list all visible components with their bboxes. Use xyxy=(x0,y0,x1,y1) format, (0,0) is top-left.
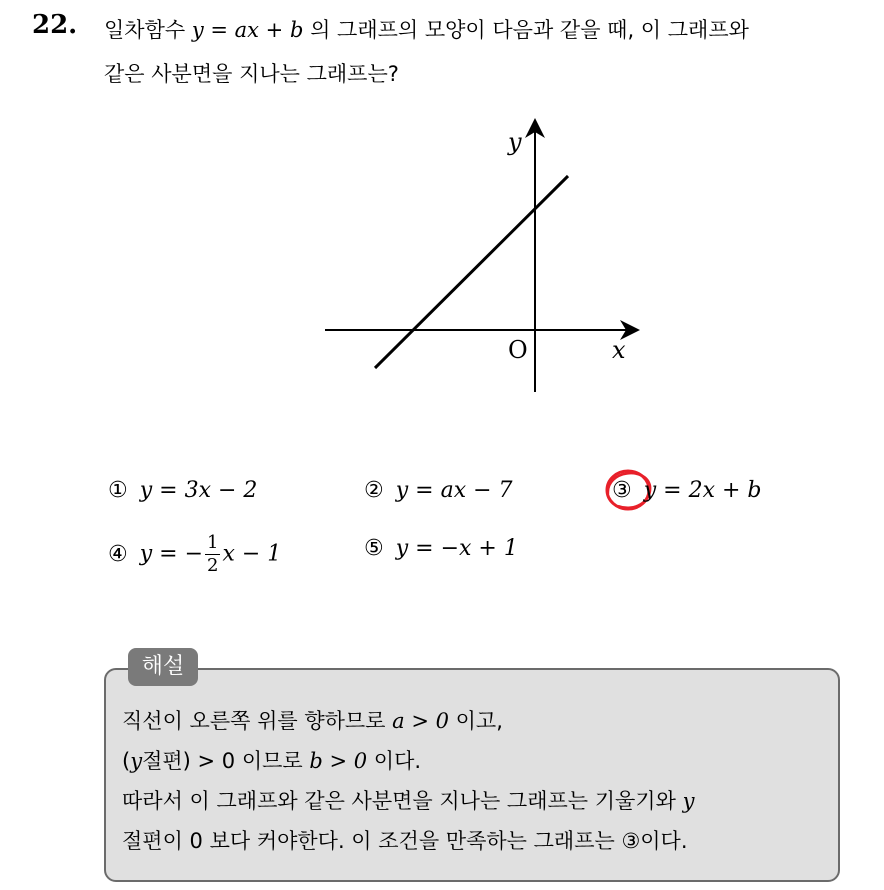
solution-line-2-math: b > 0 xyxy=(309,749,368,773)
choice-5-expr: y = −x + 1 xyxy=(395,536,518,561)
choice-5-mark: ⑤ xyxy=(364,536,384,561)
solution-line-2b: 절편) > 0 이므로 xyxy=(142,749,310,773)
choice-1-mark: ① xyxy=(108,478,128,503)
question-text-line2: 같은 사분면을 지나는 그래프는? xyxy=(104,62,399,86)
y-axis-label: y xyxy=(508,128,522,156)
solution-line-2-var: y xyxy=(130,749,143,773)
choice-4-fraction xyxy=(205,532,220,577)
x-axis-label: x xyxy=(612,336,626,364)
fraction-numerator: 1 xyxy=(207,532,219,553)
fraction-denominator: 2 xyxy=(207,555,219,576)
solution-line-1-math: a > 0 xyxy=(392,709,449,733)
question-prefix: 일차함수 xyxy=(104,18,192,42)
solution-line-2a: ( xyxy=(122,749,131,773)
solution-line-1b: 이고, xyxy=(448,709,503,733)
choice-2-mark: ② xyxy=(364,478,384,503)
function-line xyxy=(375,176,568,368)
solution-line-1a: 직선이 오른쪽 위를 향하므로 xyxy=(122,709,393,733)
choice-4-expr-prefix: y = − xyxy=(139,541,204,567)
choice-1-expr: y = 3x − 2 xyxy=(139,478,258,503)
choice-4-mark: ④ xyxy=(108,541,128,567)
solution-line-2 xyxy=(122,745,421,775)
origin-label: O xyxy=(508,336,528,364)
choice-2-expr: y = ax − 7 xyxy=(395,478,513,503)
choice-1[interactable] xyxy=(108,478,257,503)
choice-3[interactable] xyxy=(612,478,762,503)
question-suffix: 의 그래프의 모양이 다음과 같을 때, 이 그래프와 xyxy=(303,18,749,42)
solution-tag: 해설 xyxy=(128,648,198,686)
solution-line-3-var: y xyxy=(682,789,695,813)
choice-4[interactable] xyxy=(108,532,281,577)
solution-line-4: 절편이 0 보다 커야한다. 이 조건을 만족하는 그래프는 ③이다. xyxy=(122,829,688,853)
question-number: 22. xyxy=(32,10,78,40)
solution-line-1 xyxy=(122,705,503,735)
choice-3-expr: y = 2x + b xyxy=(643,478,762,503)
solution-line-2c: 이다. xyxy=(367,749,422,773)
choice-4-expr-suffix: x − 1 xyxy=(222,541,282,567)
choice-2[interactable] xyxy=(364,478,513,503)
function-expression: y = ax + b xyxy=(191,18,304,42)
choice-3-mark: ③ xyxy=(612,478,632,503)
solution-line-3a: 따라서 이 그래프와 같은 사분면을 지나는 그래프는 기울기와 xyxy=(122,789,683,813)
choice-5[interactable] xyxy=(364,536,518,561)
solution-line-3 xyxy=(122,785,694,815)
